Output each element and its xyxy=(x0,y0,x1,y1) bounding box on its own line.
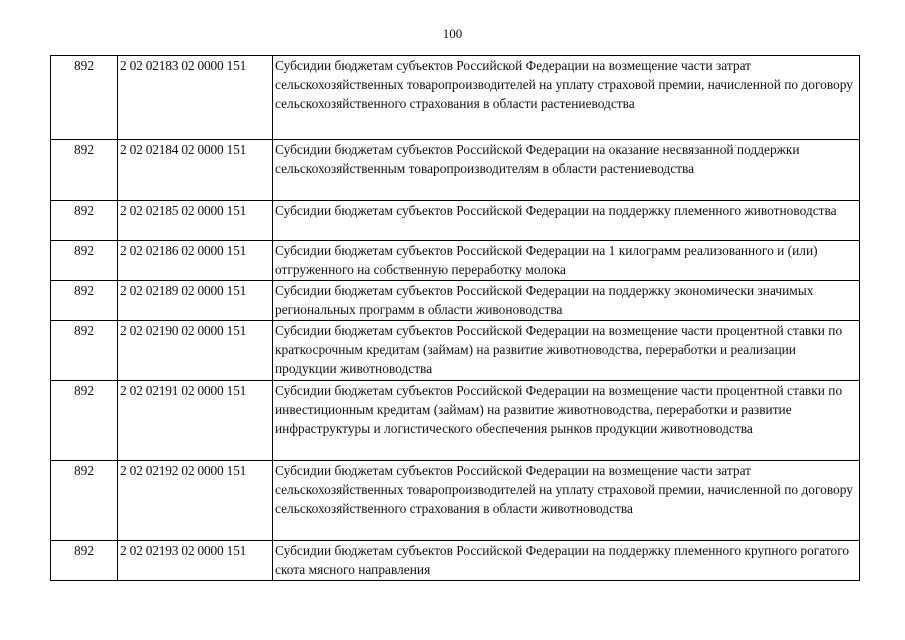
table-row xyxy=(51,461,860,541)
admin-code-cell: 892 xyxy=(51,541,118,581)
page-number: 100 xyxy=(442,26,463,41)
admin-code-cell: 892 xyxy=(51,241,118,281)
income-name-cell: Субсидии бюджетам субъектов Российской Федерации на 1 килограмм реализованного и (или) отгруженного на собственную переработку молока xyxy=(273,241,860,281)
admin-code-cell: 892 xyxy=(51,281,118,321)
classification-code-cell: 2 02 02183 02 0000 151 xyxy=(118,56,273,140)
table-row xyxy=(51,381,860,461)
admin-code-cell: 892 xyxy=(51,56,118,140)
table-row xyxy=(51,140,860,201)
admin-code-cell: 892 xyxy=(51,321,118,381)
table-row xyxy=(51,241,860,281)
classification-code-cell: 2 02 02193 02 0000 151 xyxy=(118,541,273,581)
classification-code-cell: 2 02 02190 02 0000 151 xyxy=(118,321,273,381)
admin-code-cell: 892 xyxy=(51,381,118,461)
admin-code-cell: 892 xyxy=(51,201,118,241)
income-name-cell: Субсидии бюджетам субъектов Российской Федерации на поддержку племенного крупного рогатого скота мясного направления xyxy=(273,541,860,581)
admin-code-cell: 892 xyxy=(51,140,118,201)
income-name-cell: Субсидии бюджетам субъектов Российской Федерации на поддержку племенного животноводства xyxy=(273,201,860,241)
classification-code-cell: 2 02 02192 02 0000 151 xyxy=(118,461,273,541)
classification-code-cell: 2 02 02189 02 0000 151 xyxy=(118,281,273,321)
table-row xyxy=(51,541,860,581)
table-row xyxy=(51,56,860,140)
table-row xyxy=(51,281,860,321)
income-name-cell: Субсидии бюджетам субъектов Российской Федерации на возмещение части затрат сельскохозяйственных товаропроизводителей на уплату страховой премии, начисленной по договору сельскохозяйственного страхования в области растениеводства xyxy=(273,56,860,140)
table-row xyxy=(51,201,860,241)
classification-code-cell: 2 02 02186 02 0000 151 xyxy=(118,241,273,281)
income-name-cell: Субсидии бюджетам субъектов Российской Федерации на возмещение части процентной ставки по инвестиционным кредитам (займам) на развитие животноводства, переработки и развитие инфраструктуры и логистического обеспечения рынков продукции животноводства xyxy=(273,381,860,461)
classification-code-cell: 2 02 02185 02 0000 151 xyxy=(118,201,273,241)
classification-code-cell: 2 02 02191 02 0000 151 xyxy=(118,381,273,461)
income-name-cell: Субсидии бюджетам субъектов Российской Федерации на возмещение части процентной ставки по краткосрочным кредитам (займам) на развитие животноводства, переработки и реализации продукции животноводства xyxy=(273,321,860,381)
income-name-cell: Субсидии бюджетам субъектов Российской Федерации на возмещение части затрат сельскохозяйственных товаропроизводителей на уплату страховой премии, начисленной по договору сельскохозяйственного страхования в области животноводства xyxy=(273,461,860,541)
budget-codes-table xyxy=(50,55,860,581)
classification-code-cell: 2 02 02184 02 0000 151 xyxy=(118,140,273,201)
income-name-cell: Субсидии бюджетам субъектов Российской Федерации на поддержку экономически значимых региональных программ в области живоноводства xyxy=(273,281,860,321)
income-name-cell: Субсидии бюджетам субъектов Российской Федерации на оказание несвязанной поддержки сельскохозяйственным товаропроизводителям в области растениеводства xyxy=(273,140,860,201)
admin-code-cell: 892 xyxy=(51,461,118,541)
table-row xyxy=(51,321,860,381)
